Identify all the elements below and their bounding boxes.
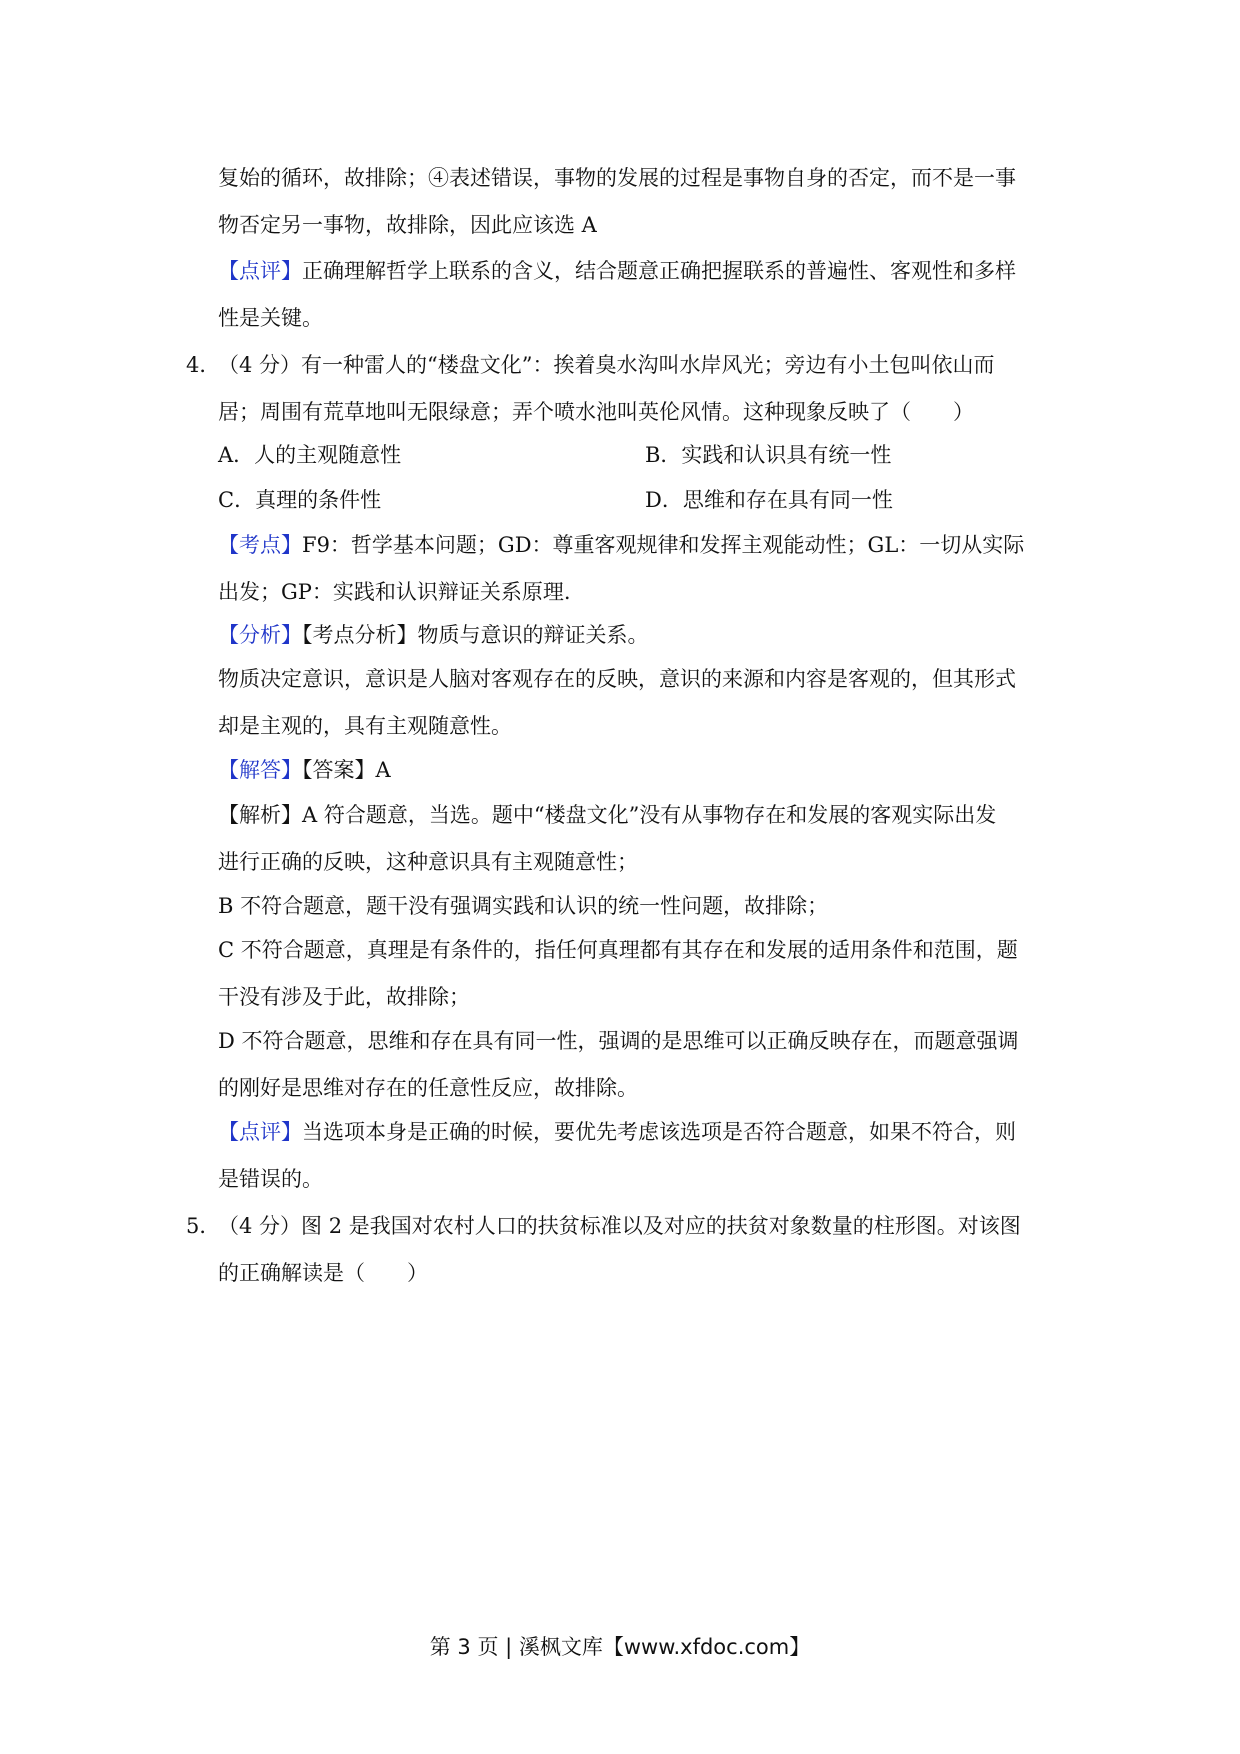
dianping-line-1	[218, 1117, 1058, 1147]
jieda-answer: 【答案】A	[302, 758, 391, 782]
kaodian-tag: 【考点】	[218, 533, 302, 557]
question-4-number: 4．	[186, 353, 221, 377]
question-4-stem-line-2: 居；周围有荒草地叫无限绿意；弄个喷水池叫英伦风情。这种现象反映了（ ）	[218, 400, 974, 424]
comment-text: 正确理解哲学上联系的含义，结合题意正确把握联系的普遍性、客观性和多样	[302, 259, 1016, 283]
page-footer: 第 3 页 | 溪枫文库【www.xfdoc.com】	[429, 1635, 811, 1659]
jiexi-line-2: 进行正确的反映，这种意识具有主观随意性；	[218, 850, 638, 874]
jiexi-line-6: D 不符合题意，思维和存在具有同一性，强调的是思维可以正确反映存在，而题意强调	[218, 1029, 1019, 1053]
fenxi-line-2: 物质决定意识，意识是人脑对客观存在的反映，意识的来源和内容是客观的，但其形式	[218, 667, 1016, 691]
option-d: D．思维和存在具有同一性	[645, 488, 893, 512]
kaodian-line-1	[218, 530, 1058, 560]
option-b: B．实践和认识具有统一性	[645, 443, 892, 467]
option-c: C．真理的条件性	[218, 488, 382, 512]
dianping-line-2: 是错误的。	[218, 1167, 323, 1191]
prev-comment-line-2: 性是关键。	[218, 306, 323, 330]
prev-answer-line-1: 复始的循环，故排除；④表述错误，事物的发展的过程是事物自身的否定，而不是一事	[218, 166, 1016, 190]
comment-tag: 【点评】	[218, 259, 302, 283]
option-a: A．人的主观随意性	[218, 443, 402, 467]
question-5-stem-line-1: （4 分）图 2 是我国对农村人口的扶贫标准以及对应的扶贫对象数量的柱形图。对该图	[218, 1214, 1021, 1238]
jieda-tag: 【解答】	[218, 758, 302, 782]
jiexi-line-5: 干没有涉及于此，故排除；	[218, 985, 470, 1009]
jieda-line	[218, 755, 1058, 785]
dianping-tag: 【点评】	[218, 1120, 302, 1144]
question-5-number: 5．	[186, 1214, 221, 1238]
fenxi-tag: 【分析】	[218, 623, 302, 647]
fenxi-line-3: 却是主观的，具有主观随意性。	[218, 714, 512, 738]
fenxi-text: 【考点分析】物质与意识的辩证关系。	[302, 623, 649, 647]
dianping-text: 当选项本身是正确的时候，要优先考虑该选项是否符合题意，如果不符合，则	[302, 1120, 1016, 1144]
jiexi-line-4: C 不符合题意，真理是有条件的，指任何真理都有其存在和发展的适用条件和范围，题	[218, 938, 1018, 962]
prev-answer-line-2: 物否定另一事物，故排除，因此应该选 A	[218, 213, 597, 237]
jiexi-line-7: 的刚好是思维对存在的任意性反应，故排除。	[218, 1076, 638, 1100]
jiexi-line-1: 【解析】A 符合题意，当选。题中“楼盘文化”没有从事物存在和发展的客观实际出发	[218, 803, 997, 827]
prev-comment-line-1	[218, 256, 1058, 286]
fenxi-line-1	[218, 620, 1058, 650]
question-5-stem-line-2: 的正确解读是（ ）	[218, 1261, 428, 1285]
question-4-stem-line-1: （4 分）有一种雷人的“楼盘文化”：挨着臭水沟叫水岸风光；旁边有小土包叫依山而	[218, 353, 995, 377]
jiexi-line-3: B 不符合题意，题干没有强调实践和认识的统一性问题，故排除；	[218, 894, 829, 918]
kaodian-line-2: 出发；GP：实践和认识辩证关系原理.	[218, 580, 571, 604]
kaodian-text: F9：哲学基本问题；GD：尊重客观规律和发挥主观能动性；GL：一切从实际	[302, 533, 1025, 557]
